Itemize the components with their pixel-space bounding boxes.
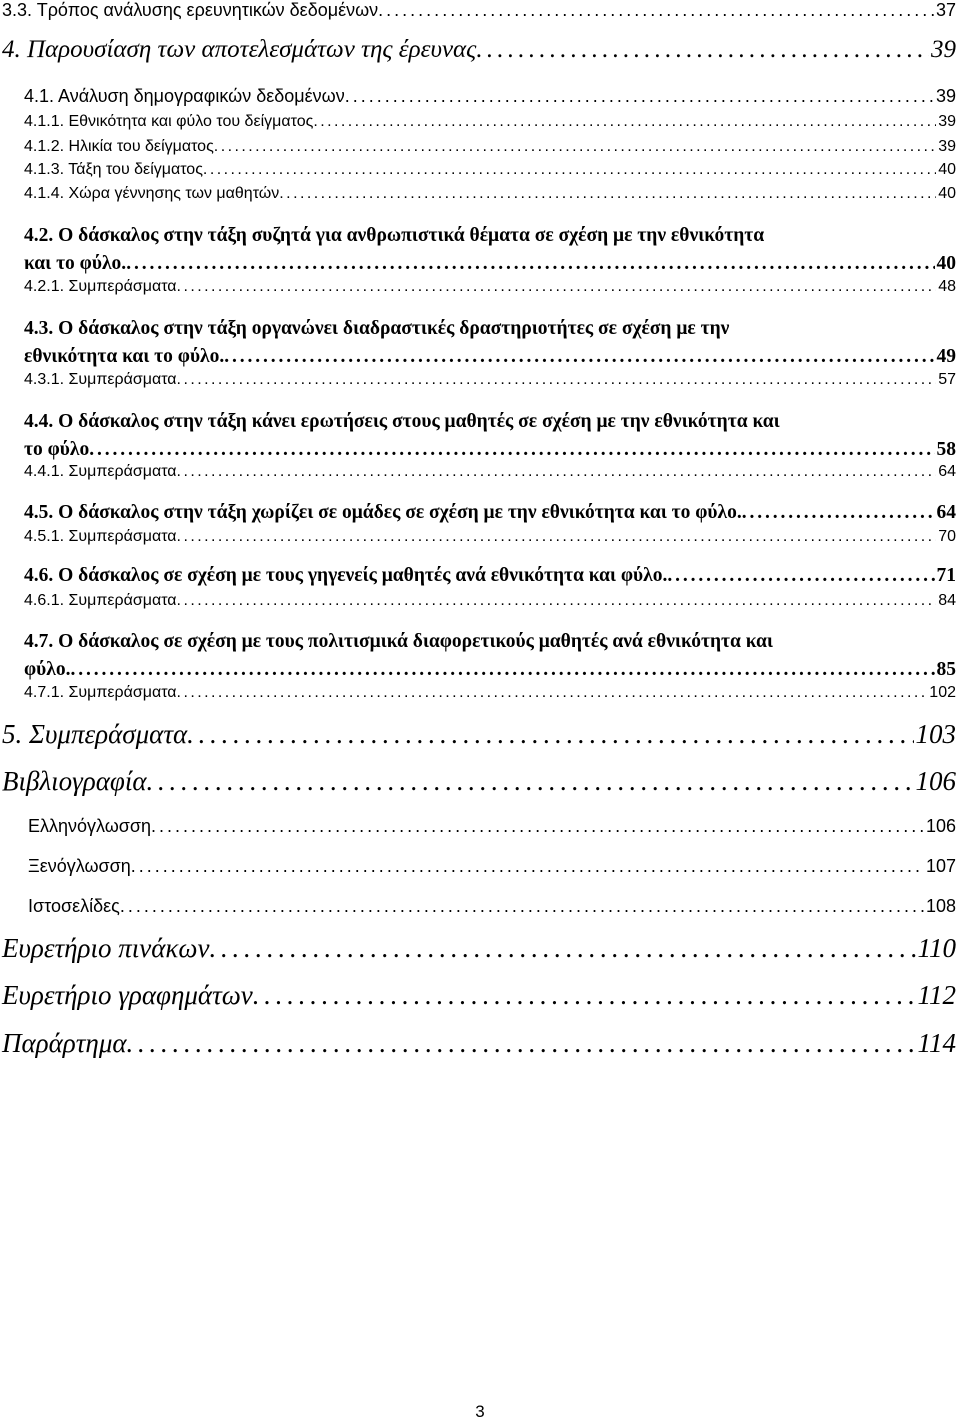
- toc-entry-title: Ελληνόγλωσση: [28, 816, 152, 836]
- toc-entry-page: 71: [936, 565, 956, 586]
- toc-entry-4-5-1[interactable]: [24, 528, 956, 546]
- toc-entry-page: 58: [936, 439, 956, 460]
- toc-entry-page: 49: [936, 346, 956, 367]
- toc-entry-4-6-1[interactable]: [24, 592, 956, 610]
- toc-leader: [89, 436, 934, 464]
- toc-entry-4-4-1[interactable]: [24, 463, 956, 481]
- toc-entry-title: 4.2.1. Συμπεράσματα: [24, 278, 177, 295]
- toc-leader: [214, 138, 936, 156]
- toc-leader: [127, 1028, 916, 1059]
- toc-entry-title: 4.6. Ο δάσκαλος σε σχέση με τους γηγενείς μαθητές ανά εθνικότητα και φύλο.: [24, 565, 668, 586]
- toc-entry-greek-sources[interactable]: [28, 816, 956, 837]
- toc-entry-page: 70: [938, 528, 956, 545]
- toc-entry-4-1-1[interactable]: [24, 113, 956, 131]
- page-number: 3: [475, 1402, 485, 1421]
- toc-leader: [279, 185, 936, 203]
- toc-entry-page: 40: [936, 253, 956, 274]
- toc-entry-4-1[interactable]: [24, 86, 956, 107]
- toc-entry-title: 4.1.2. Ηλικία του δείγματος: [24, 138, 214, 155]
- toc-entry-page: 39: [931, 36, 956, 63]
- toc-leader: [177, 463, 937, 481]
- toc-leader: [126, 250, 934, 278]
- toc-entry-page: 39: [938, 138, 956, 155]
- toc-leader: [667, 562, 934, 590]
- toc-entry-page: 85: [936, 659, 956, 680]
- toc-entry-title: 4.1. Ανάλυση δημογραφικών δεδομένων: [24, 86, 345, 106]
- toc-entry-title: Ιστοσελίδες: [28, 896, 120, 916]
- toc-entry-title: 5. Συμπεράσματα: [2, 719, 188, 749]
- toc-entry-title: το φύλο: [24, 439, 90, 460]
- toc-leader: [177, 278, 937, 296]
- toc-entry-page: 40: [938, 161, 956, 178]
- toc-entry-title: 4.4.1. Συμπεράσματα: [24, 463, 177, 480]
- toc-entry-title: 4.5. Ο δάσκαλος στην τάξη χωρίζει σε ομάδες σε σχέση με την εθνικότητα και το φύλο.: [24, 502, 742, 523]
- toc-entry-page: 39: [935, 86, 956, 106]
- toc-entry-4-3-1[interactable]: [24, 371, 956, 389]
- toc-entry-title-line1: 4.2. Ο δάσκαλος στην τάξη συζητά για ανθρωπιστικά θέματα σε σχέση με την εθνικότητα: [24, 225, 765, 246]
- toc-entry-charts-index[interactable]: [2, 980, 956, 1011]
- toc-entry-4-6[interactable]: [24, 562, 956, 590]
- toc-entry-title: 4.1.3. Τάξη του δείγματος: [24, 161, 203, 178]
- toc-entry-page: 112: [917, 980, 956, 1010]
- toc-entry-4-1-4[interactable]: [24, 185, 956, 203]
- toc-leader: [209, 933, 915, 964]
- toc-entry-title: φύλο.: [24, 659, 71, 680]
- toc-leader: [742, 499, 935, 527]
- toc-entry-4-2-1[interactable]: [24, 278, 956, 296]
- toc-entry-page: 37: [935, 0, 956, 20]
- toc-entry-title: Παράρτημα: [2, 1028, 127, 1058]
- toc-entry-title: εθνικότητα και το φύλο.: [24, 346, 225, 367]
- toc-entry-page: 64: [938, 463, 956, 480]
- toc-leader: [147, 766, 914, 797]
- toc-leader: [224, 343, 934, 371]
- toc-entry-page: 84: [938, 592, 956, 609]
- toc-entry-title-line1: 4.3. Ο δάσκαλος στην τάξη οργανώνει διαδραστικές δραστηριοτήτες σε σχέση με την: [24, 318, 730, 339]
- toc-entry-title: 4.1.1. Εθνικότητα και φύλο του δείγματος: [24, 113, 314, 130]
- toc-entry-title: 4.6.1. Συμπεράσματα: [24, 592, 177, 609]
- toc-leader: [71, 656, 935, 684]
- toc-entry-page: 39: [938, 113, 956, 130]
- toc-entry-title: 4.3.1. Συμπεράσματα: [24, 371, 177, 388]
- toc-entry-page: 110: [917, 933, 956, 963]
- toc-entry-4-1-2[interactable]: [24, 138, 956, 156]
- toc-leader: [345, 86, 934, 107]
- toc-entry-page: 64: [936, 502, 956, 523]
- toc-entry-5[interactable]: [2, 719, 956, 750]
- toc-entry-4-2[interactable]: [24, 222, 956, 278]
- toc-entry-title: Ευρετήριο πινάκων: [2, 933, 210, 963]
- toc-entry-websites[interactable]: [28, 896, 956, 917]
- toc-entry-4-7[interactable]: [24, 628, 956, 684]
- toc-entry-4[interactable]: [2, 36, 956, 64]
- toc-entry-tables-index[interactable]: [2, 933, 956, 964]
- toc-leader: [203, 161, 936, 179]
- toc-entry-title: Ξενόγλωσση: [28, 856, 131, 876]
- toc-leader: [313, 113, 936, 131]
- toc-entry-4-7-1[interactable]: [24, 684, 956, 702]
- toc-entry-4-4[interactable]: [24, 408, 956, 464]
- toc-entry-page: 103: [915, 719, 956, 749]
- toc-entry-3-3[interactable]: [2, 0, 956, 21]
- toc-entry-appendix[interactable]: [2, 1028, 956, 1059]
- toc-entry-title: Ευρετήριο γραφημάτων: [2, 980, 253, 1010]
- toc-leader: [131, 856, 924, 877]
- toc-entry-title-line1: 4.4. Ο δάσκαλος στην τάξη κάνει ερωτήσεις στους μαθητές σε σχέση με την εθνικότητα και: [24, 411, 780, 432]
- toc-leader: [378, 0, 934, 21]
- toc-entry-title: 4.1.4. Χώρα γέννησης των μαθητών: [24, 185, 280, 202]
- toc-entry-page: 106: [915, 766, 956, 796]
- toc-entry-title: 4.7.1. Συμπεράσματα: [24, 684, 177, 701]
- toc-leader: [177, 371, 937, 389]
- toc-entry-4-3[interactable]: [24, 315, 956, 371]
- toc-entry-page: 57: [938, 371, 956, 388]
- toc-entry-page: 106: [925, 816, 956, 836]
- toc-entry-title: Βιβλιογραφία: [2, 766, 147, 796]
- toc-entry-bibliography[interactable]: [2, 766, 956, 797]
- toc-leader: [253, 980, 916, 1011]
- toc-entry-title: και το φύλο.: [24, 253, 127, 274]
- toc-entry-title: 3.3. Τρόπος ανάλυσης ερευνητικών δεδομένων: [2, 0, 379, 20]
- toc-entry-4-1-3[interactable]: [24, 161, 956, 179]
- toc-leader: [187, 719, 913, 750]
- toc-entry-page: 114: [917, 1028, 956, 1058]
- toc-leader: [151, 816, 924, 837]
- toc-leader: [120, 896, 924, 917]
- toc-entry-page: 48: [938, 278, 956, 295]
- toc-entry-title: 4.5.1. Συμπεράσματα: [24, 528, 177, 545]
- toc-entry-page: 107: [925, 856, 956, 876]
- toc-entry-title-line1: 4.7. Ο δάσκαλος σε σχέση με τους πολιτισμικά διαφορετικούς μαθητές ανά εθνικότητα και: [24, 631, 773, 652]
- toc-entry-page: 108: [925, 896, 956, 916]
- toc-entry-4-5[interactable]: [24, 499, 956, 527]
- toc-leader: [476, 36, 929, 64]
- toc-entry-page: 40: [938, 185, 956, 202]
- toc-entry-page: 102: [929, 684, 956, 701]
- toc-leader: [177, 528, 937, 546]
- toc-leader: [177, 684, 928, 702]
- toc-leader: [177, 592, 937, 610]
- toc-entry-foreign-sources[interactable]: [28, 856, 956, 877]
- toc-entry-title: 4. Παρουσίαση των αποτελεσμάτων της έρευνας: [2, 36, 477, 63]
